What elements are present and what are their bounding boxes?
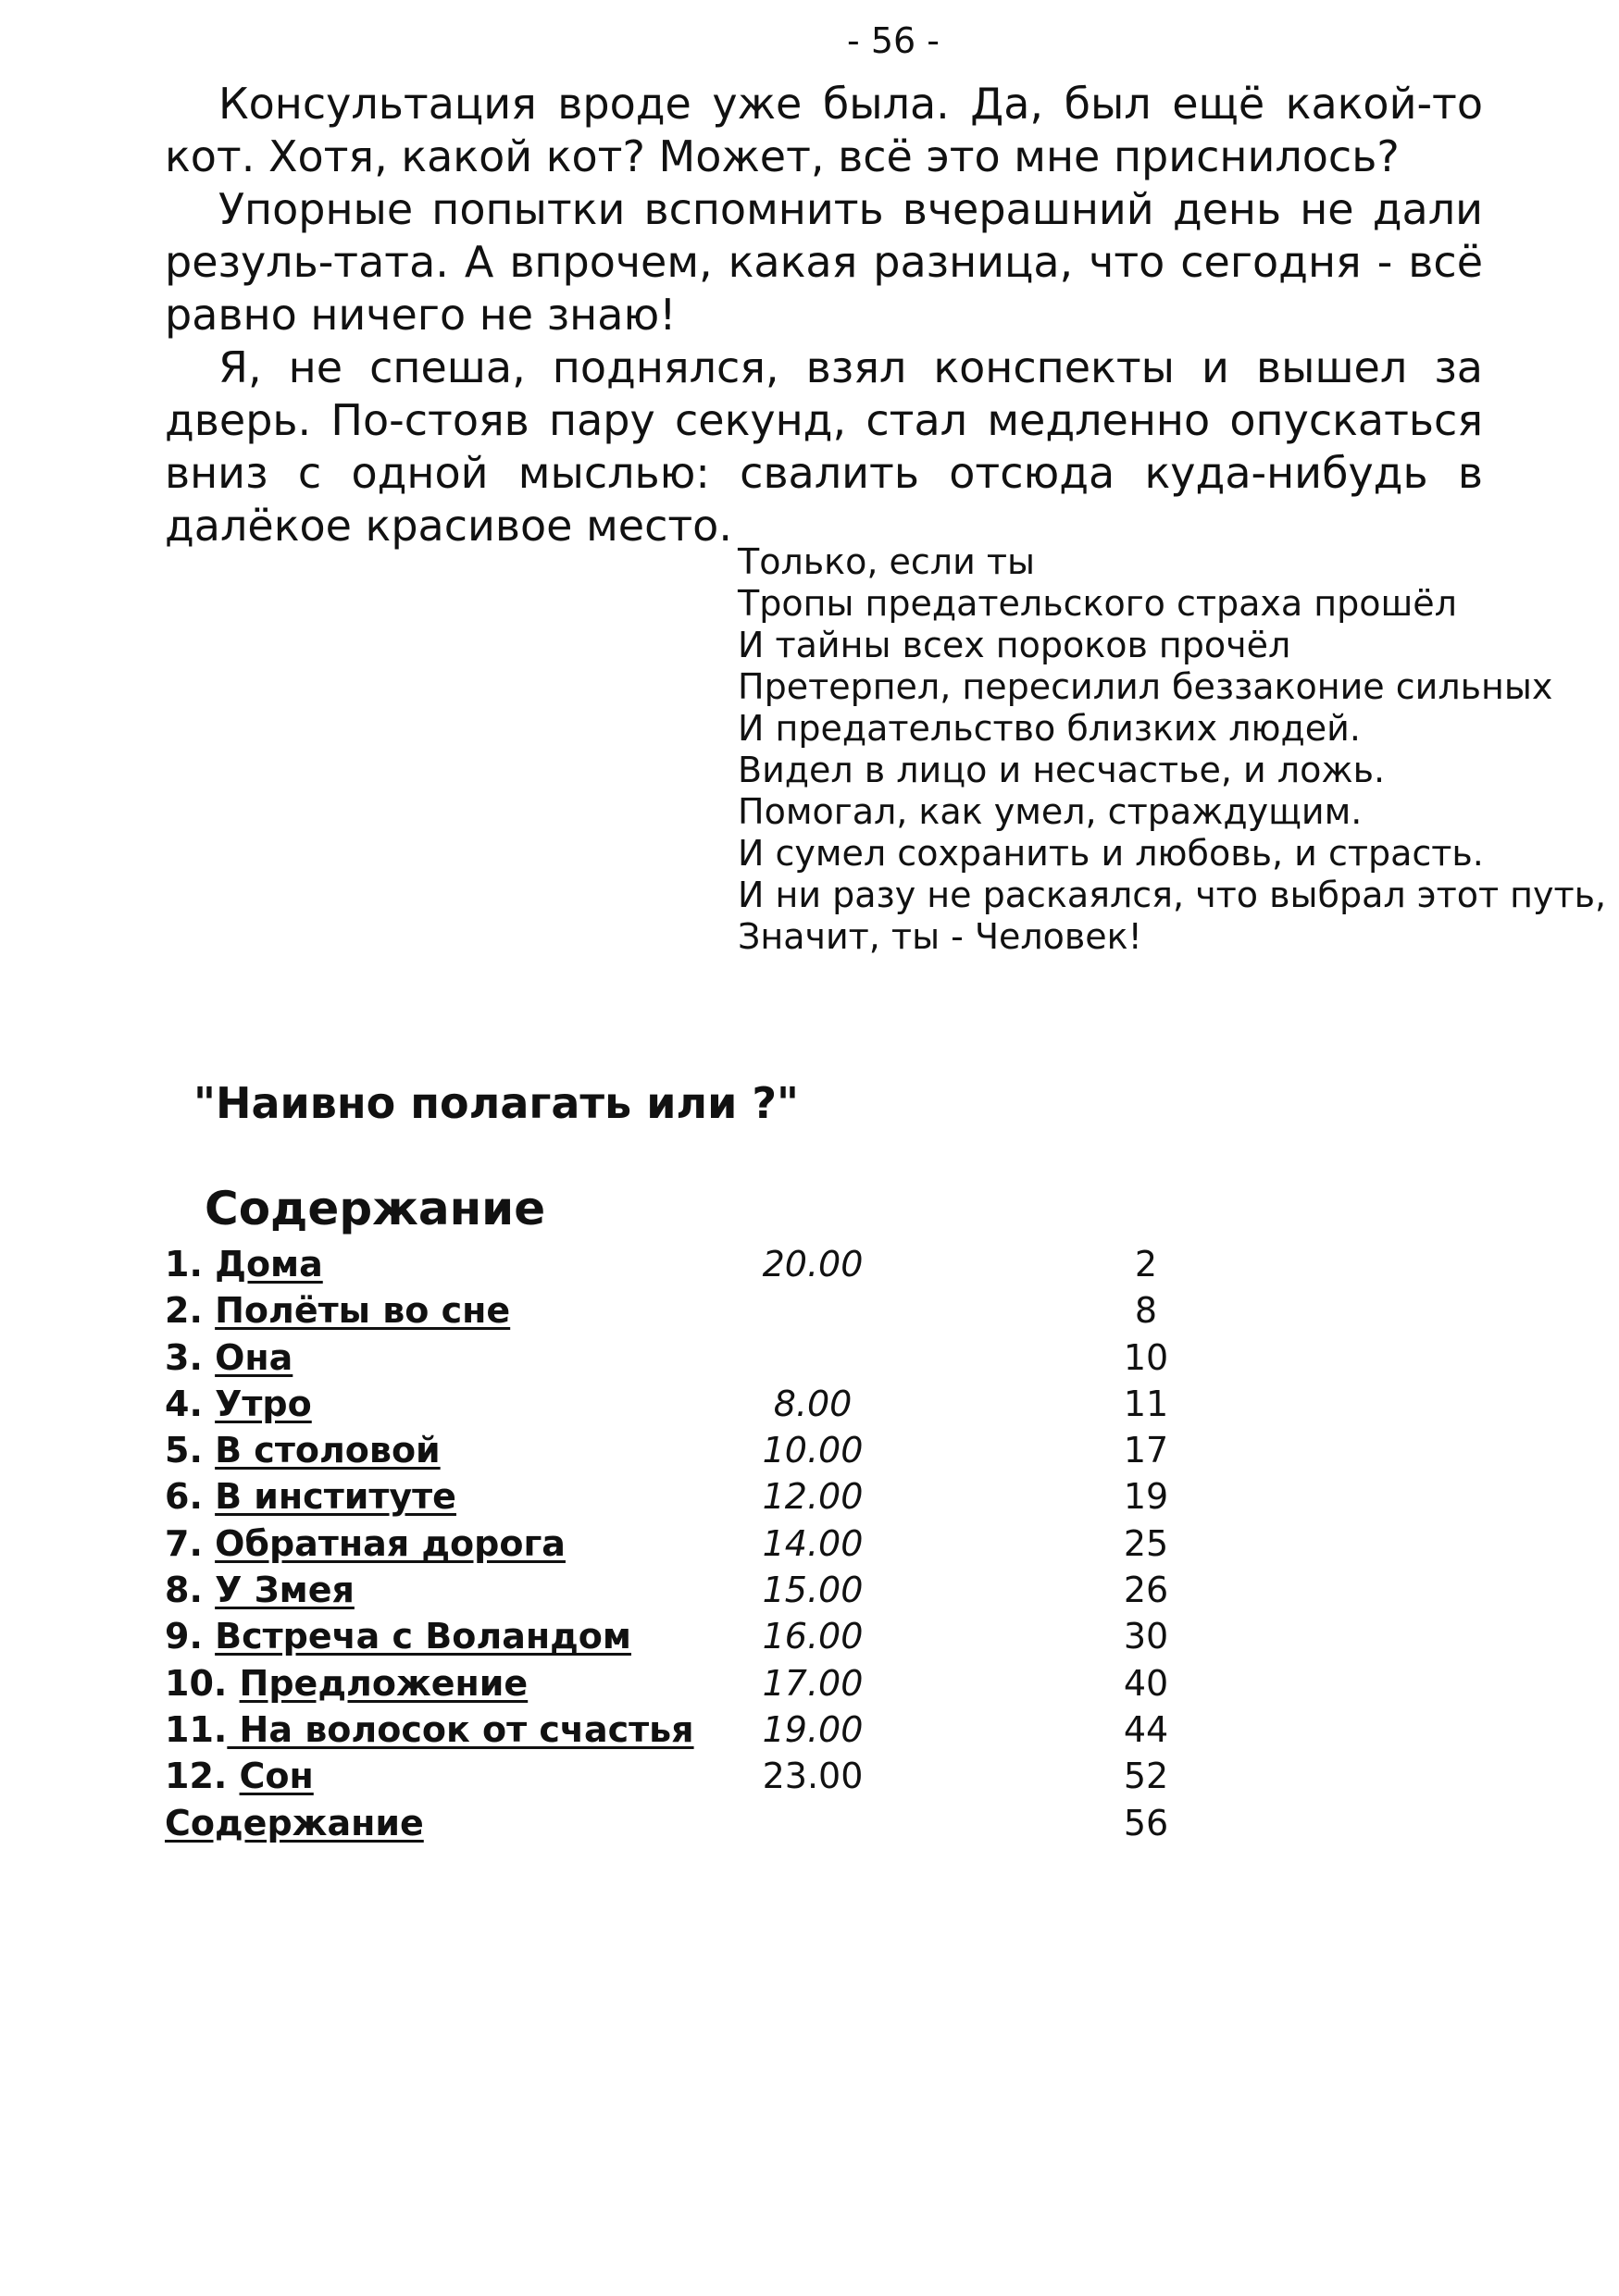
toc-number: 5. (165, 1430, 216, 1471)
toc-page: 40 (1123, 1662, 1169, 1704)
toc-time: 10.00 (762, 1430, 864, 1471)
poem-line: И тайны всех пороков прочёл (738, 625, 1291, 665)
poem (738, 541, 1608, 958)
toc-row (165, 1290, 1276, 1336)
toc-page: 8 (1134, 1290, 1158, 1332)
paragraph: Я, не спеша, поднялся, взял конспекты и вышел за дверь. По-стояв пару секунд, стал медленно опускаться вниз с одной мыслью: свалить отсюда куда-нибудь в далёкое красивое место. (165, 342, 1483, 551)
toc-link-polety[interactable]: Полёты во сне (215, 1290, 511, 1332)
toc-page: 56 (1123, 1802, 1169, 1843)
toc-number: 2. (165, 1290, 216, 1332)
toc-heading: Содержание (205, 1182, 546, 1235)
poem-line: И предательство близких людей. (738, 708, 1361, 749)
toc-row (165, 1616, 1276, 1662)
toc-page: 10 (1123, 1336, 1169, 1378)
toc-row (165, 1337, 1276, 1384)
page-number: - 56 - (847, 20, 940, 61)
toc-number: 9. (165, 1616, 216, 1657)
toc-link-institut[interactable]: В институте (215, 1476, 456, 1518)
paragraph: Консультация вроде уже была. Да, был ещё какой-то кот. Хотя, какой кот? Может, всё это мне приснилось? (165, 79, 1483, 181)
toc-page: 11 (1123, 1383, 1169, 1424)
toc-link-predlozhenie[interactable]: Предложение (239, 1662, 529, 1704)
toc-row (165, 1384, 1276, 1430)
toc-time: 17.00 (762, 1662, 864, 1704)
poem-line: Только, если ты (738, 541, 1035, 582)
toc-number: 7. (165, 1522, 216, 1564)
poem-line: Тропы предательского страха прошёл (738, 583, 1457, 624)
toc-row (165, 1570, 1276, 1616)
table-of-contents (165, 1244, 1276, 1849)
toc-time: 19.00 (762, 1708, 864, 1750)
toc-page: 30 (1123, 1616, 1169, 1657)
toc-link-obratnaya-doroga[interactable]: Обратная дорога (215, 1522, 566, 1564)
toc-page: 44 (1123, 1708, 1169, 1750)
toc-time: 14.00 (762, 1522, 864, 1564)
toc-row (165, 1709, 1276, 1756)
toc-page: 26 (1123, 1570, 1169, 1611)
toc-link-ona[interactable]: Она (215, 1336, 293, 1378)
toc-link-utro[interactable]: Утро (215, 1383, 312, 1424)
poem-line: Помогал, как умел, страждущим. (738, 791, 1363, 832)
toc-number: 4. (165, 1383, 216, 1424)
poem-line: И сумел сохранить и любовь, и страсть. (738, 833, 1484, 874)
toc-page: 25 (1123, 1522, 1169, 1564)
toc-time: 23.00 (762, 1756, 864, 1797)
poem-line: И ни разу не раскаялся, что выбрал этот путь, (738, 875, 1607, 915)
toc-link-vstrecha[interactable]: Встреча с Воландом (215, 1616, 631, 1657)
toc-row (165, 1803, 1276, 1849)
toc-page: 19 (1123, 1476, 1169, 1518)
poem-line: Претерпел, пересилил беззаконие сильных (738, 666, 1553, 707)
toc-time: 15.00 (762, 1570, 864, 1611)
toc-row (165, 1476, 1276, 1522)
toc-row (165, 1430, 1276, 1476)
toc-page: 2 (1134, 1244, 1158, 1285)
toc-number: 3. (165, 1336, 216, 1378)
poem-line: Значит, ты - Человек! (738, 916, 1142, 957)
book-title: "Наивно полагать или ?" (193, 1078, 800, 1128)
toc-link-soderzhanie[interactable]: Содержание (165, 1802, 424, 1843)
toc-number: 12. (165, 1756, 240, 1797)
toc-page: 52 (1123, 1756, 1169, 1797)
toc-link-stolovaya[interactable]: В столовой (215, 1430, 441, 1471)
paragraph: Упорные попытки вспомнить вчерашний день не дали резуль-тата. А впрочем, какая разница, что сегодня - всё равно ничего не знаю! (165, 184, 1483, 340)
toc-number: 1. (165, 1244, 216, 1285)
toc-page: 17 (1123, 1430, 1169, 1471)
toc-time: 20.00 (762, 1244, 864, 1285)
toc-number: 6. (165, 1476, 216, 1518)
toc-number: 8. (165, 1570, 216, 1611)
toc-time: 16.00 (762, 1616, 864, 1657)
prose-body (165, 78, 1483, 552)
toc-time: 8.00 (773, 1383, 853, 1424)
toc-link-na-volosok[interactable]: На волосок от счастья (227, 1708, 694, 1750)
toc-link-son[interactable]: Сон (239, 1756, 314, 1797)
toc-number: 11. (165, 1708, 228, 1750)
toc-row (165, 1523, 1276, 1570)
toc-link-doma[interactable]: Дома (215, 1244, 323, 1285)
poem-line: Видел в лицо и несчастье, и ложь. (738, 750, 1386, 790)
toc-row (165, 1756, 1276, 1802)
toc-row (165, 1663, 1276, 1709)
toc-number: 10. (165, 1662, 240, 1704)
toc-link-u-zmeya[interactable]: У Змея (215, 1570, 355, 1611)
toc-time: 12.00 (762, 1476, 864, 1518)
toc-row (165, 1244, 1276, 1290)
